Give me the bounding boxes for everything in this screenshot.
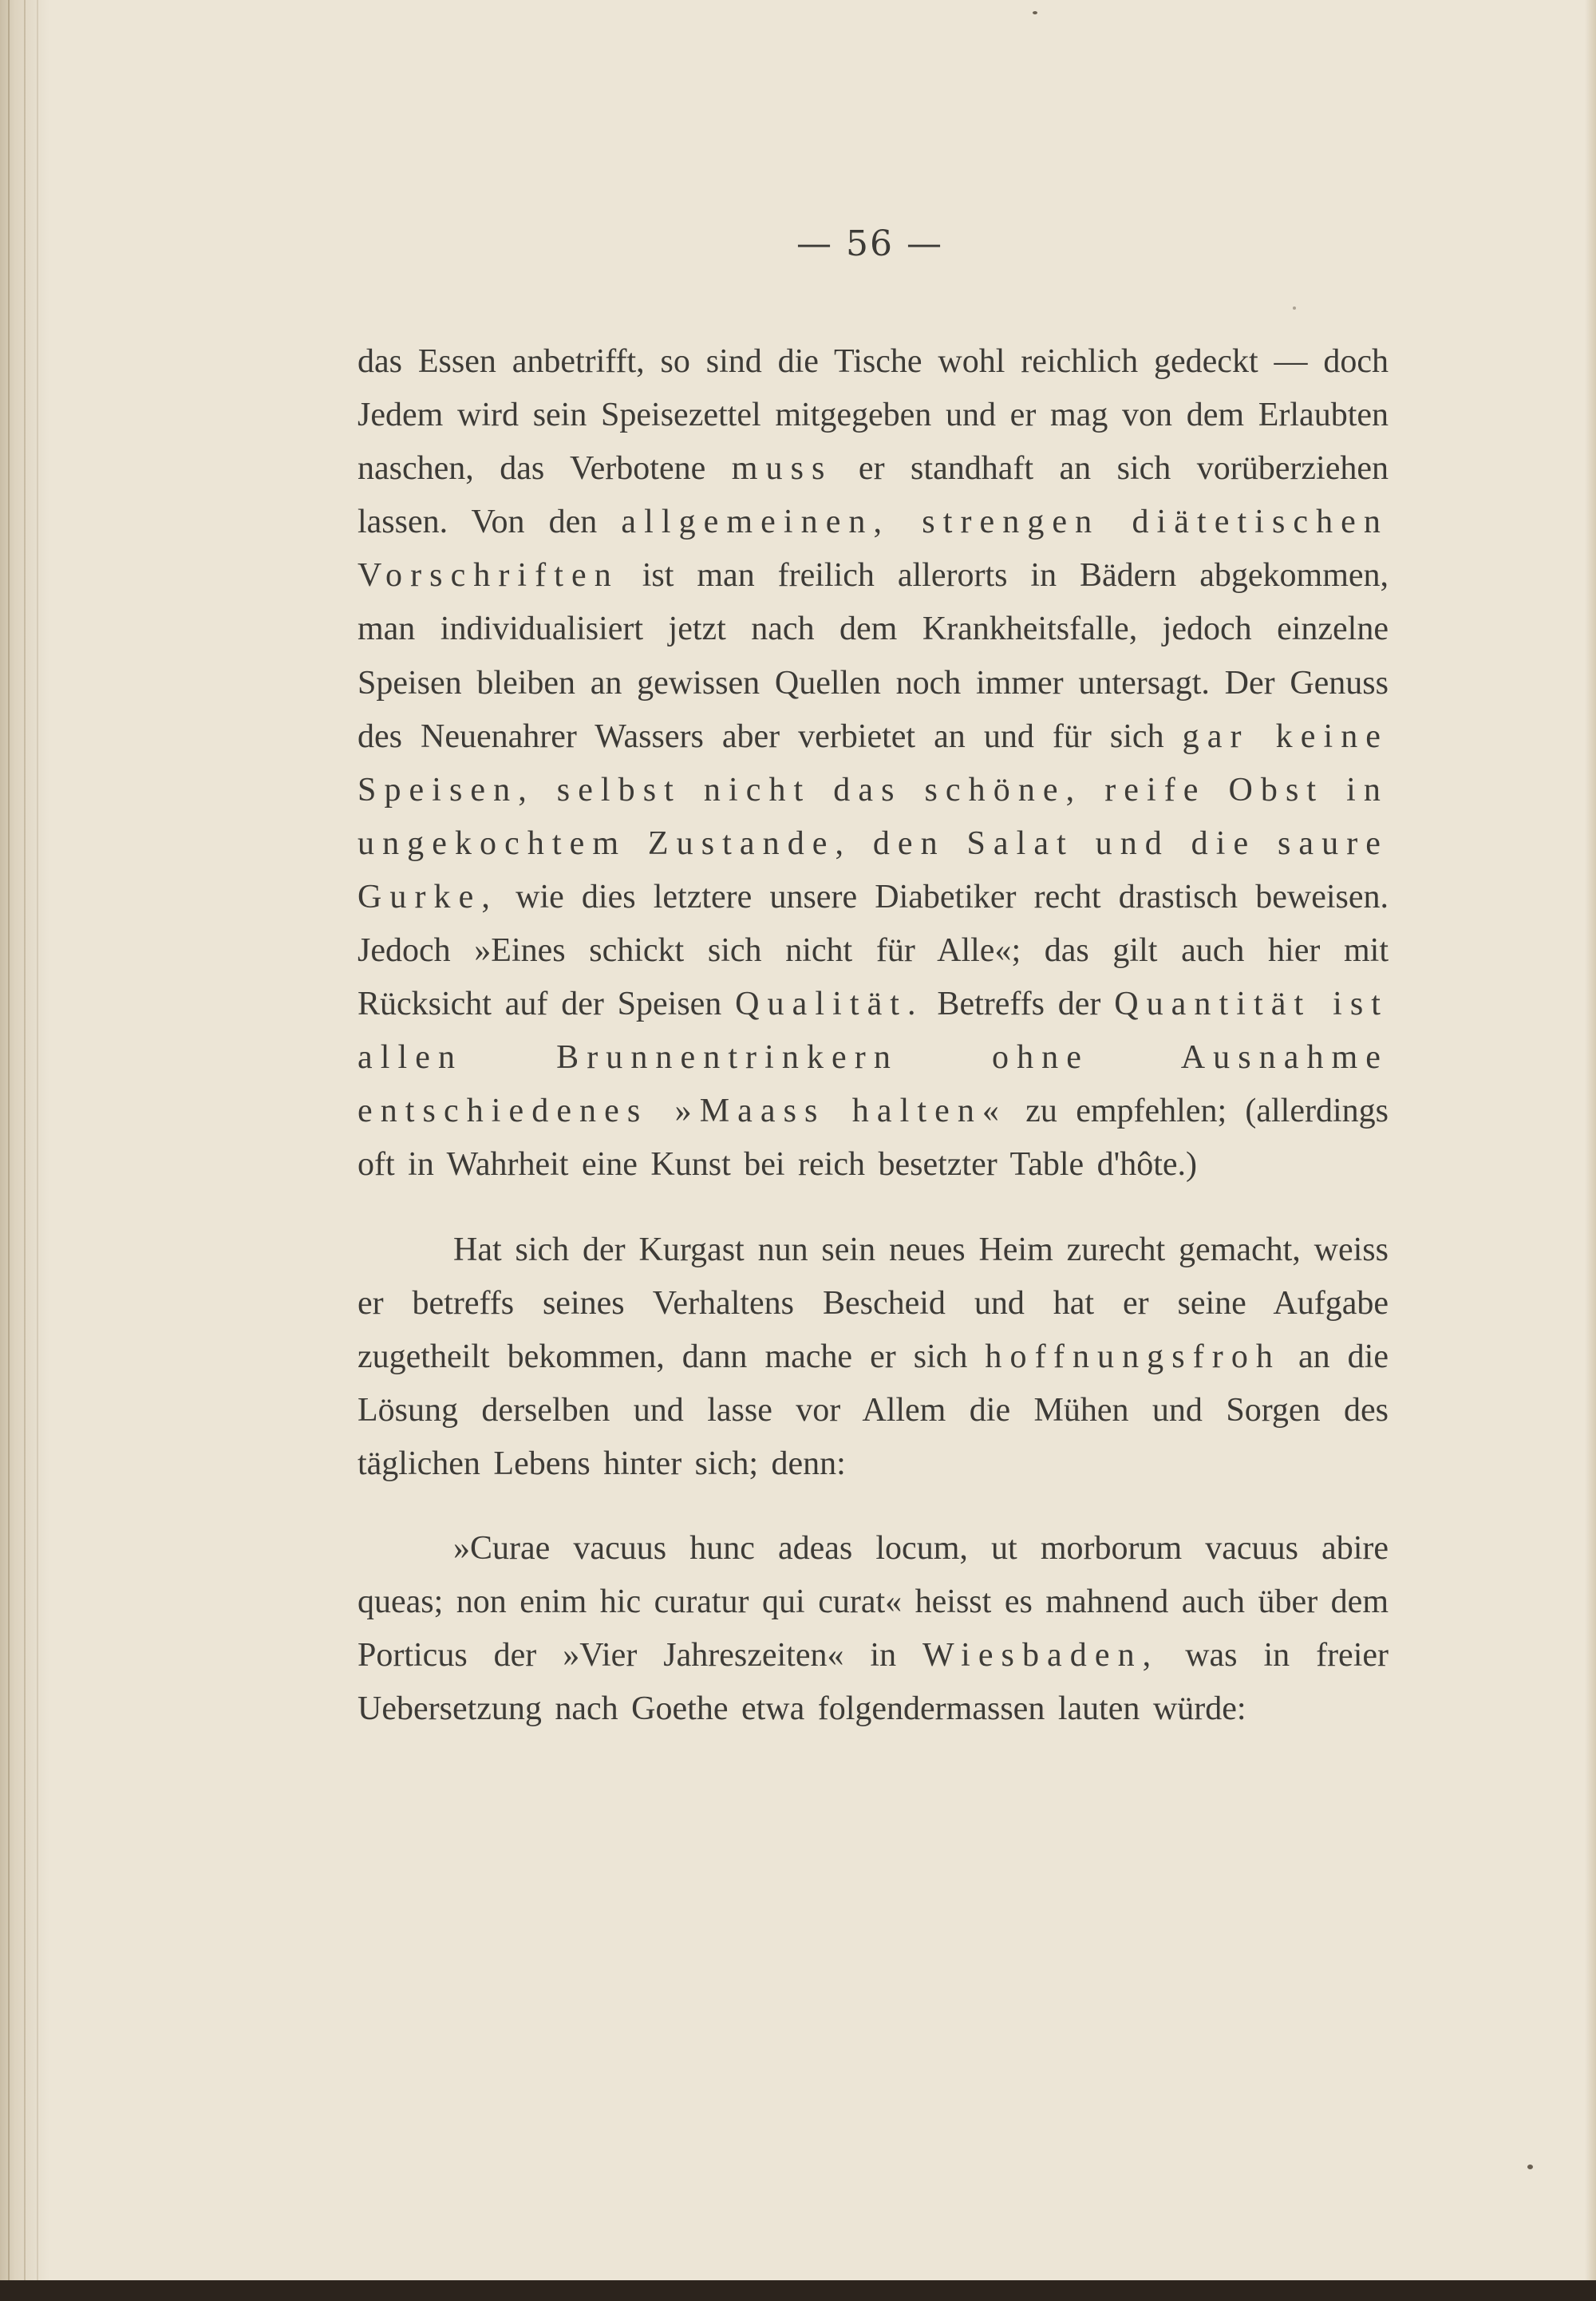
paragraph xyxy=(358,1224,1389,1491)
text-run: Hat sich der Kurgast nun sein neues Heim zurecht gemacht, weiss er betreffs seines Verhaltens Bescheid und hat er seine Aufgabe zugetheilt bekommen, dann mache er sich xyxy=(358,1231,1389,1375)
emphasis-spaced: Quantität ist allen Brunnentrinkern ohne Ausnahme entschiedenes »Maass halten« xyxy=(358,986,1389,1130)
paragraph xyxy=(358,1522,1389,1736)
text-run: er standhaft an sich vorüberziehen lassen. Von den xyxy=(358,450,1389,541)
text-run: wie dies letztere unsere Diabetiker recht drastisch beweisen. Jedoch »Eines schickt sich nicht für Alle«; das gilt auch hier mit Rücksicht auf der Speisen xyxy=(358,878,1389,1023)
page-number: — 56 — xyxy=(796,223,943,264)
text-run: an die Lösung derselben und lasse vor Allem die Mühen und Sorgen des täglichen Lebens hinter sich; denn: xyxy=(358,1338,1389,1482)
text-run: das Essen anbetrifft, so sind die Tische wohl reichlich gedeckt — doch Jedem wird sein Speisezettel mitgegeben und er mag von dem Erlaubten naschen, das Verbotene xyxy=(358,343,1389,488)
emphasis-spaced: gar keine Speisen, selbst nicht das schöne, reife Obst in ungekochtem Zustande, den Salat und die saure Gurke, xyxy=(358,718,1389,915)
paper-speck xyxy=(1527,2165,1533,2169)
spine-crease xyxy=(37,0,38,2301)
text-run: »Curae vacuus hunc adeas locum, ut morborum vacuus abire queas; non enim hic curatur qui curat« heisst es mahnend auch über dem Porticus der »Vier Jahreszeiten« in xyxy=(358,1529,1389,1674)
spine-crease xyxy=(24,0,26,2301)
emphasis-spaced: allgemeinen, strengen diätetischen Vorschriften xyxy=(358,504,1389,595)
page-body-text xyxy=(358,335,1389,1736)
text-run: Betreffs der xyxy=(923,986,1115,1023)
paper-speck xyxy=(1033,11,1037,14)
emphasis-spaced: Wiesbaden, xyxy=(922,1637,1159,1674)
text-run: ist man freilich allerorts in Bädern abgekommen, man individualisiert jetzt nach dem Krankheitsfalle, jedoch einzelne Speisen bleiben an gewissen Quellen noch immer untersagt. Der Genuss des Neuenahrer Wassers aber verbietet an und für sich xyxy=(358,557,1389,755)
emphasis-spaced: hoffnungsfroh xyxy=(985,1338,1281,1375)
emphasis-spaced: Qualität. xyxy=(735,986,924,1023)
scan-bottom-edge xyxy=(0,2280,1596,2301)
text-run: was in freier Uebersetzung nach Goethe etwa folgendermassen lauten würde: xyxy=(358,1637,1389,1728)
paragraph xyxy=(358,335,1389,1192)
spine-crease xyxy=(8,0,10,2301)
text-run: zu empfehlen; (allerdings oft in Wahrheit eine Kunst bei reich besetzter Table d'hôte.) xyxy=(358,1093,1389,1184)
page-right-edge xyxy=(1585,0,1596,2301)
paper-speck xyxy=(1293,306,1296,310)
emphasis-spaced: muss xyxy=(731,450,833,488)
